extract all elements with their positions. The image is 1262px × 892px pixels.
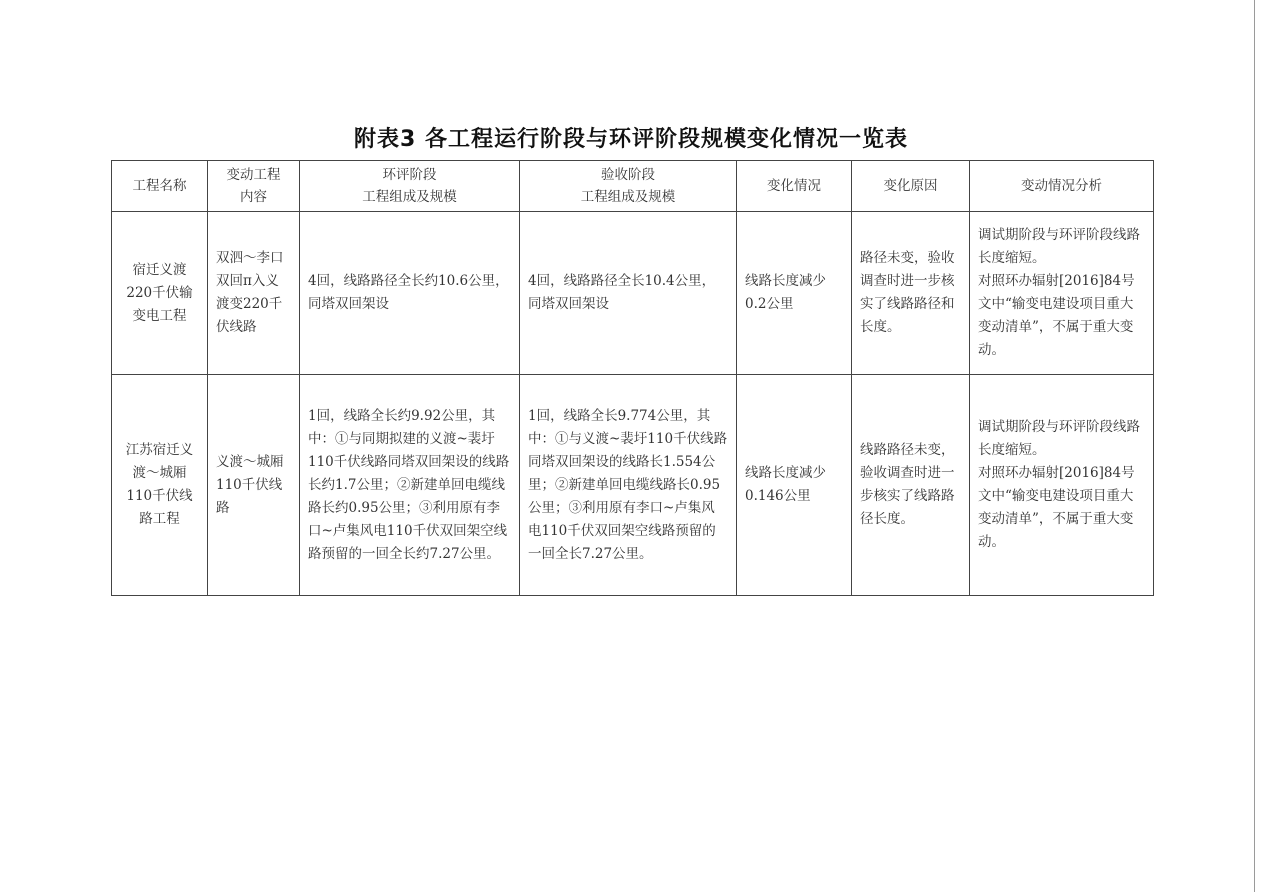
cell-project-name: 江苏宿迁义渡～城厢110千伏线路工程 [112, 375, 208, 596]
cell-change-content: 双泗～李口双回π入义渡变220千伏线路 [208, 212, 300, 375]
page-title: 附表3 各工程运行阶段与环评阶段规模变化情况一览表 [354, 127, 908, 152]
header-change-content: 变动工程 内容 [208, 161, 300, 212]
header-acceptance-stage: 验收阶段 工程组成及规模 [520, 161, 737, 212]
cell-change-status: 线路长度减少0.2公里 [737, 212, 852, 375]
cell-change-analysis: 调试期阶段与环评阶段线路长度缩短。 对照环办辐射[2016]84号文中“输变电建设项目重大变动清单”，不属于重大变动。 [970, 212, 1154, 375]
comparison-table [111, 160, 1154, 596]
cell-acceptance-scale: 1回，线路全长9.774公里，其中：①与义渡~裴圩110千伏线路同塔双回架设的线路长1.554公里；②新建单回电缆线路长0.95公里；③利用原有李口~卢集风电110千伏双回架空线路预留的一回全长7.27公里。 [520, 375, 737, 596]
cell-change-analysis: 调试期阶段与环评阶段线路长度缩短。 对照环办辐射[2016]84号文中“输变电建设项目重大变动清单”，不属于重大变动。 [970, 375, 1154, 596]
cell-change-status: 线路长度减少0.146公里 [737, 375, 852, 596]
header-change-status: 变化情况 [737, 161, 852, 212]
table-row [112, 212, 1154, 375]
cell-change-content: 义渡～城厢110千伏线路 [208, 375, 300, 596]
cell-change-reason: 路径未变，验收调查时进一步核实了线路路径和长度。 [852, 212, 970, 375]
header-project-name: 工程名称 [112, 161, 208, 212]
cell-change-reason: 线路路径未变，验收调查时进一步核实了线路路径长度。 [852, 375, 970, 596]
cell-eia-scale: 1回，线路全长约9.92公里，其中：①与同期拟建的义渡~裴圩110千伏线路同塔双回架设的线路长约1.7公里；②新建单回电缆线路长约0.95公里；③利用原有李口~卢集风电110千伏双回架空线路预留的一回全长约7.27公里。 [300, 375, 520, 596]
cell-project-name: 宿迁义渡220千伏输变电工程 [112, 212, 208, 375]
header-change-reason: 变化原因 [852, 161, 970, 212]
cell-acceptance-scale: 4回，线路路径全长10.4公里，同塔双回架设 [520, 212, 737, 375]
header-eia-stage: 环评阶段 工程组成及规模 [300, 161, 520, 212]
table-row [112, 375, 1154, 596]
table-header-row [112, 161, 1154, 212]
cell-eia-scale: 4回，线路路径全长约10.6公里，同塔双回架设 [300, 212, 520, 375]
header-change-analysis: 变动情况分析 [970, 161, 1154, 212]
